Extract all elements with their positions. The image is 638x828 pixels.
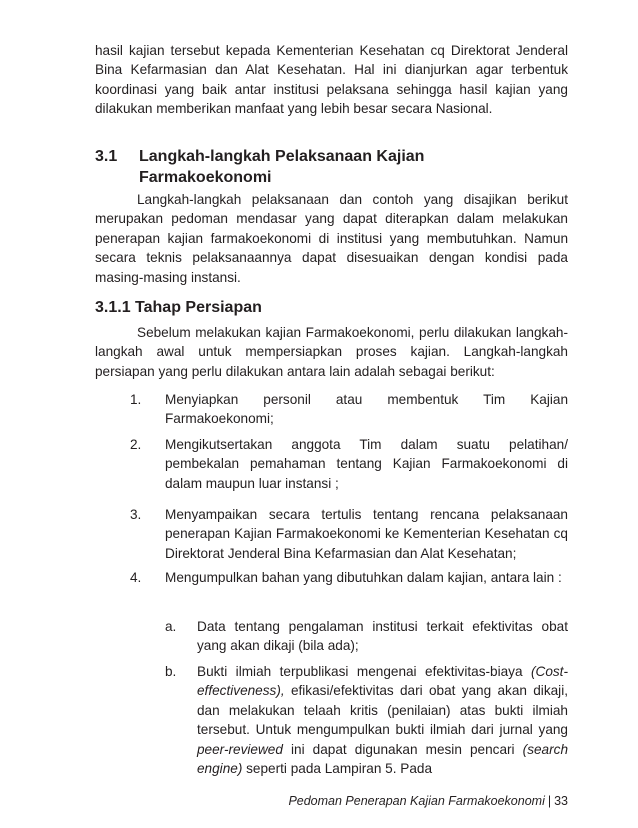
section-heading: [95, 146, 568, 188]
text-run: efikasi/efektivitas dari obat yang akan dikaji, dan melakukan telaah kritis (penilaian) atas bukti ilmiah tersebut. Untuk mengumpulkan bukti ilmiah dari jurnal yang: [197, 683, 568, 738]
list-text: Mengumpulkan bahan yang dibutuhkan dalam kajian, antara lain :: [165, 570, 562, 585]
list-text: Mengikutsertakan anggota Tim dalam suatu pelatihan/ pembekalan pemahaman tentang Kajian Farmakoekonomi di dalam maupun luar instansi ;: [165, 437, 568, 491]
list-number: 4.: [130, 570, 142, 585]
text-run: seperti pada Lampiran 5. Pada: [242, 761, 433, 777]
sublist-letter: b.: [165, 664, 177, 679]
list-number: 3.: [130, 507, 142, 522]
intro-paragraph: hasil kajian tersebut kepada Kementerian Kesehatan cq Direktorat Jenderal Bina Kefarmasian dan Alat Kesehatan. Hal ini dianjurkan agar terbentuk koordinasi yang baik antar institusi pelaksana sehingga hasil kajian yang dilakukan memberikan manfaat yang lebih besar secara Nasional.: [95, 43, 568, 117]
sublist-text: [197, 662, 568, 778]
italic-term: (search engine): [197, 741, 568, 777]
section-title: Langkah-langkah Pelaksanaan Kajian Farmakoekonomi: [139, 148, 425, 186]
list-text: Menyampaikan secara tertulis tentang rencana pelaksanaan penerapan Kajian Farmakoekonomi ke Kementerian Kesehatan cq Direktorat Jenderal Bina Kefarmasian dan Alat Kesehatan;: [165, 507, 568, 561]
italic-term: (Cost-effectiveness),: [197, 664, 568, 699]
footer-separator: |: [547, 794, 552, 808]
italic-term: peer-reviewed: [197, 741, 283, 757]
section-number: 3.1: [95, 148, 118, 165]
text-run: ini dapat digunakan mesin pencari: [282, 741, 523, 757]
page-number: 33: [554, 794, 568, 808]
footer-title: Pedoman Penerapan Kajian Farmakoekonomi: [288, 794, 545, 808]
list-number: 2.: [130, 437, 142, 452]
sublist-letter: a.: [165, 619, 177, 634]
subsection-heading: 3.1.1 Tahap Persiapan: [95, 299, 262, 316]
list-text: Menyiapkan personil atau membentuk Tim Kajian Farmakoekonomi;: [165, 392, 568, 427]
section-paragraph: Langkah-langkah pelaksanaan dan contoh yang disajikan berikut merupakan pedoman mendasar yang dapat diterapkan dalam melakukan penerapan kajian farmakoekonomi di institusi yang membutuhkan. Namun secara teknis pelaksanaannya dapat disesuaikan dengan kondisi pada masing-masing instansi.: [95, 192, 568, 285]
page-footer: [288, 794, 568, 808]
list-number: 1.: [130, 392, 142, 407]
sublist-text: Data tentang pengalaman institusi terkait efektivitas obat yang akan dikaji (bila ada);: [197, 619, 568, 654]
text-run: Bukti ilmiah terpublikasi mengenai efektivitas-biaya: [197, 664, 531, 679]
subsection-paragraph: Sebelum melakukan kajian Farmakoekonomi, perlu dilakukan langkah-langkah awal untuk mempersiapkan proses kajian. Langkah-langkah persiapan yang perlu dilakukan antara lain adalah sebagai berikut:: [95, 325, 568, 379]
